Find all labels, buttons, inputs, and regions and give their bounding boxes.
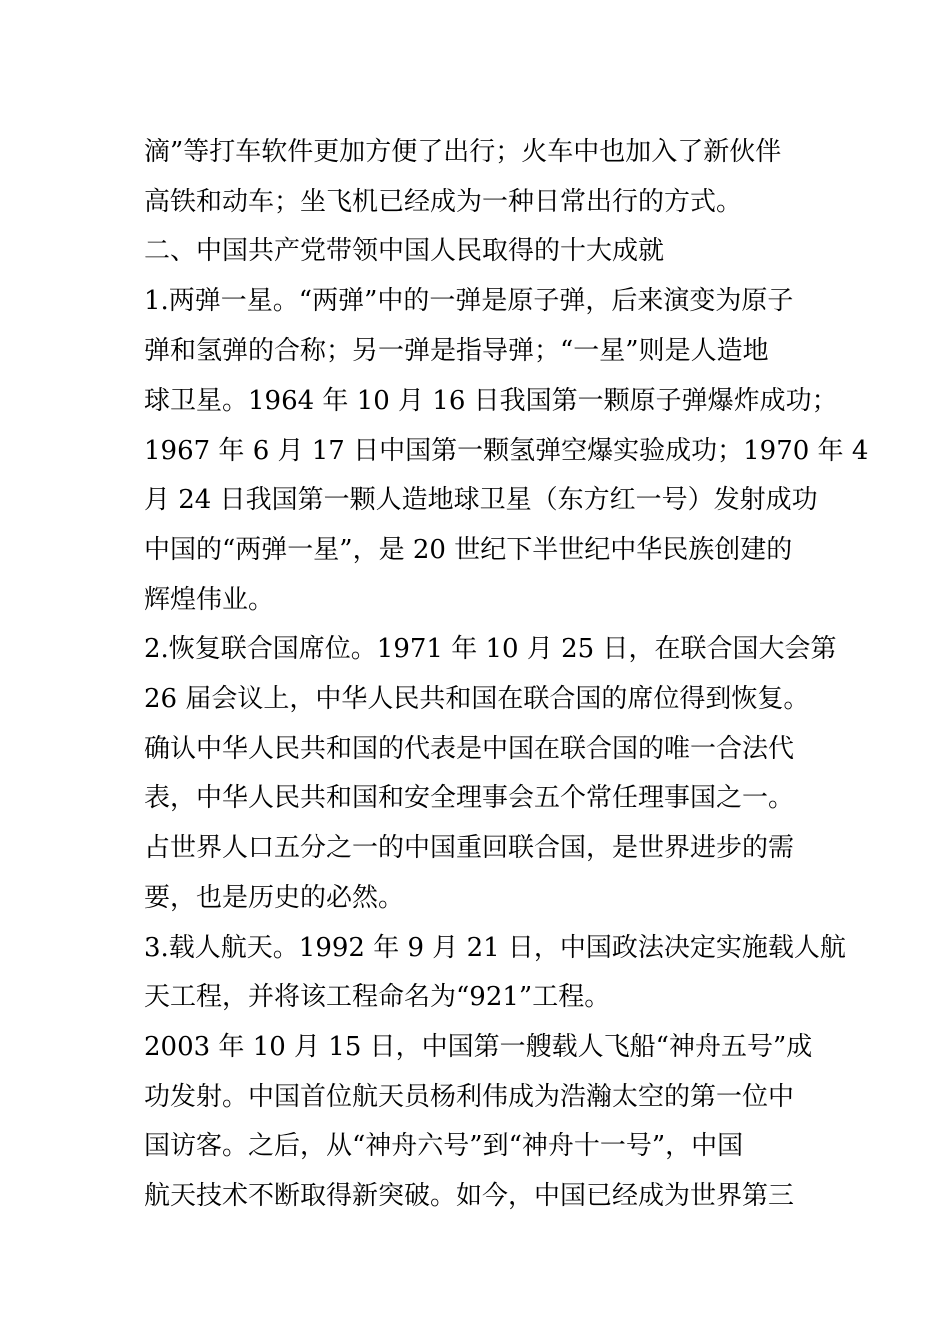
section-heading: 二、中国共产党带领中国人民取得的十大成就 (144, 236, 665, 266)
text-line: 2003 年 10 月 15 日，中国第一艘载人飞船“神舟五号”成 (144, 1032, 813, 1062)
text-line: 2.恢复联合国席位。1971 年 10 月 25 日，在联合国大会第 (144, 634, 837, 664)
text-line: 3.载人航天。1992 年 9 月 21 日，中国政法决定实施载人航 (144, 933, 846, 963)
text-line: 高铁和动车；坐飞机已经成为一种日常出行的方式。 (144, 187, 743, 217)
text-line: 国访客。之后，从“神舟六号”到“神舟十一号”，中国 (144, 1131, 744, 1161)
text-line: 确认中华人民共和国的代表是中国在联合国的唯一合法代 (144, 734, 795, 764)
text-line: 要，也是历史的必然。 (144, 883, 405, 913)
text-line: 辉煌伟业。 (144, 585, 275, 615)
text-line: 弹和氢弹的合称；另一弹是指导弹；“一星”则是人造地 (144, 336, 769, 366)
text-line: 26 届会议上，中华人民共和国在联合国的席位得到恢复。 (144, 684, 810, 714)
text-line: 占世界人口五分之一的中国重回联合国，是世界进步的需 (144, 833, 795, 863)
text-line: 1967 年 6 月 17 日中国第一颗氢弹空爆实验成功；1970 年 4 (144, 436, 869, 466)
text-line: 滴”等打车软件更加方便了出行；火车中也加入了新伙伴 (144, 137, 782, 167)
text-line: 中国的“两弹一星”，是 20 世纪下半世纪中华民族创建的 (144, 535, 793, 565)
text-line: 航天技术不断取得新突破。如今，中国已经成为世界第三 (144, 1181, 795, 1211)
text-line: 表，中华人民共和国和安全理事会五个常任理事国之一。 (144, 783, 795, 813)
text-line: 1.两弹一星。“两弹”中的一弹是原子弹，后来演变为原子 (144, 286, 794, 316)
text-line: 天工程，并将该工程命名为“921”工程。 (144, 982, 611, 1012)
text-line: 月 24 日我国第一颗人造地球卫星（东方红一号）发射成功 (144, 485, 818, 515)
text-line: 功发射。中国首位航天员杨利伟成为浩瀚太空的第一位中 (144, 1082, 795, 1112)
text-line: 球卫星。1964 年 10 月 16 日我国第一颗原子弹爆炸成功； (144, 386, 838, 416)
